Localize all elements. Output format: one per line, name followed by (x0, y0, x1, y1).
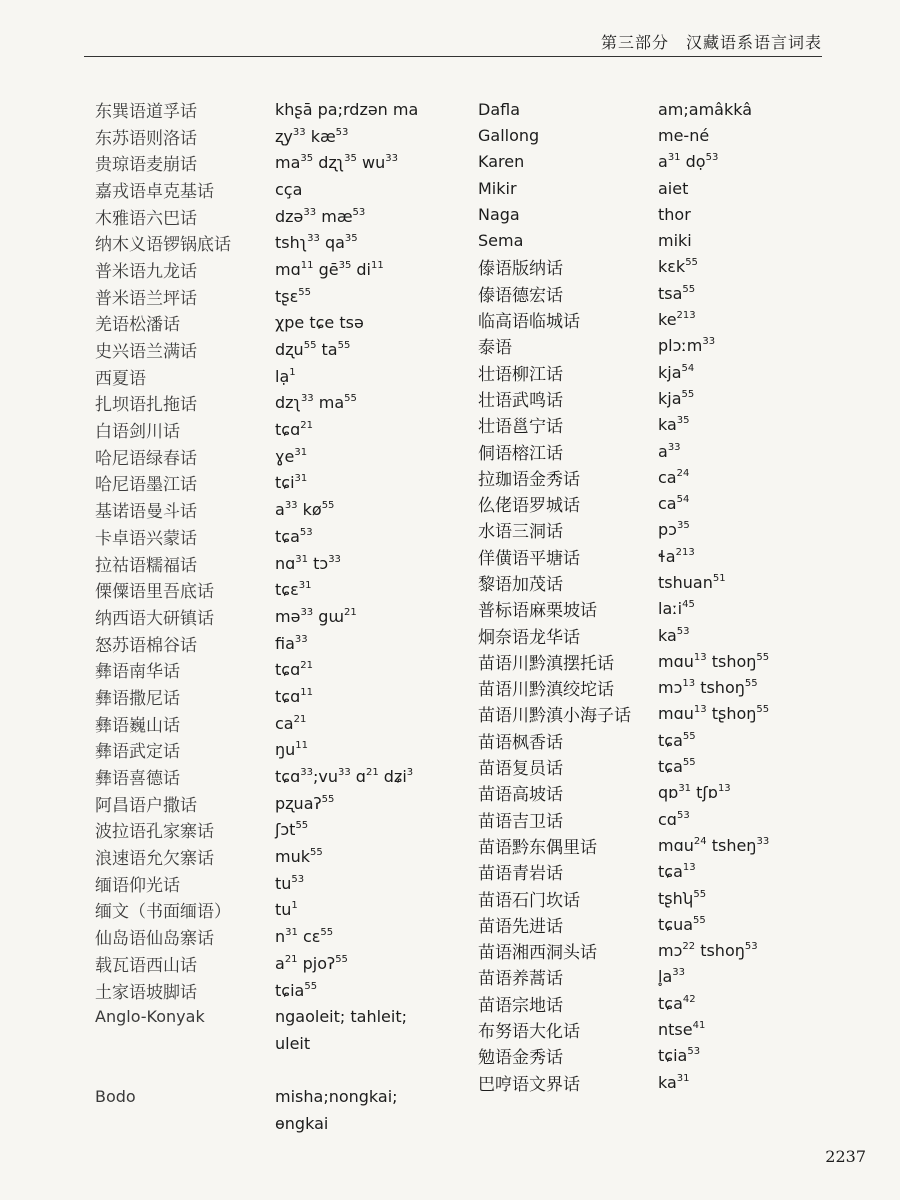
entry-row (95, 96, 485, 123)
word-form: ntse$^{41}$ (658, 1020, 706, 1040)
word-form: me-né (658, 125, 710, 145)
word-form: am;amâkkâ (658, 99, 753, 119)
entry-row (95, 203, 485, 230)
entry-row (478, 280, 888, 306)
word-form: $n^{31}$ cɛ$^{55}$ (275, 927, 334, 947)
entry-row (478, 438, 888, 464)
language-name: 阿昌语户撒话 (95, 795, 197, 816)
entry-row (478, 122, 888, 148)
language-name: 彝语撒尼话 (95, 688, 180, 709)
language-name: 波拉语孔家寨话 (95, 822, 214, 843)
entry-row (478, 569, 888, 595)
language-name: Anglo-Konyak (95, 1007, 205, 1027)
language-name: 彝语巍山话 (95, 715, 180, 736)
language-name: 苗语石门坎话 (478, 890, 580, 911)
entry-row (95, 1083, 485, 1110)
language-name: 嘉戎语卓克基话 (95, 181, 214, 202)
language-name: Mikir (478, 178, 517, 198)
entry-row (478, 1043, 888, 1069)
language-name: Naga (478, 204, 520, 224)
entry-row (478, 596, 888, 622)
language-name: 巴哼语文界话 (478, 1074, 580, 1095)
entry-row (95, 897, 485, 924)
language-name: 傣语德宏话 (478, 285, 563, 306)
entry-row (95, 470, 485, 497)
entry-row (95, 923, 485, 950)
word-form: nɑ$^{31}$ tɔ$^{33}$ (275, 553, 341, 573)
entry-row (95, 1057, 485, 1084)
entry-row (95, 710, 485, 737)
word-form: pɔ$^{35}$ (658, 520, 690, 540)
language-name: 壮语邕宁话 (478, 417, 563, 438)
word-form: lạ$^1$ (275, 366, 296, 386)
word-form: misha;nongkai; (275, 1087, 398, 1107)
entry-row (95, 656, 485, 683)
word-form: plɔːm$^{33}$ (658, 336, 716, 356)
word-form: ɬa$^{213}$ (658, 546, 695, 566)
entry-row (95, 870, 485, 897)
language-name: 普米语九龙话 (95, 261, 197, 282)
entry-row (478, 1016, 888, 1042)
language-name: 普米语兰坪话 (95, 288, 197, 309)
language-name: 普标语麻栗坡话 (478, 601, 597, 622)
word-form: tɕa$^{42}$ (658, 993, 696, 1013)
entry-row (478, 780, 888, 806)
entry-row (478, 990, 888, 1016)
word-form: cɑ$^{53}$ (658, 809, 690, 829)
language-name: 彝语南华话 (95, 662, 180, 683)
language-name: 仙岛语仙岛寨话 (95, 929, 214, 950)
entry-row (95, 550, 485, 577)
language-name: 苗语湘西洞头话 (478, 943, 597, 964)
word-form: $l̥a^{33}$ (658, 967, 685, 987)
language-name: 苗语吉卫话 (478, 811, 563, 832)
entry-row (478, 385, 888, 411)
left-column (95, 96, 485, 1137)
word-form: tɕi$^{31}$ (275, 473, 308, 493)
language-name: 载瓦语西山话 (95, 955, 197, 976)
word-form: mɔ$^{13}$ tshoŋ$^{55}$ (658, 678, 758, 698)
language-name: 布努语大化话 (478, 1022, 580, 1043)
language-name: 缅语仰光话 (95, 875, 180, 896)
word-form: $tu^1$ (275, 900, 298, 920)
word-form: tʂhʮ$^{55}$ (658, 888, 707, 908)
language-name: Gallong (478, 125, 540, 145)
entry-row (478, 175, 888, 201)
language-name: 哈尼语绿春话 (95, 448, 197, 469)
entry-row (95, 737, 485, 764)
entry-row (478, 412, 888, 438)
entry-row (95, 977, 485, 1004)
entry-row (478, 306, 888, 332)
entry-row (95, 576, 485, 603)
language-name: 白语剑川话 (95, 422, 180, 443)
language-name: 佯僙语平塘话 (478, 548, 580, 569)
entry-row (95, 229, 485, 256)
word-form: tɕa$^{53}$ (275, 526, 313, 546)
word-form: tɕia$^{55}$ (275, 980, 318, 1000)
entry-row (478, 938, 888, 964)
language-name: 苗语养蒿话 (478, 969, 563, 990)
language-name: 泰语 (478, 338, 512, 359)
entry-row (95, 950, 485, 977)
entry-row (478, 490, 888, 516)
word-form: tɕɑ$^{21}$ (275, 420, 313, 440)
word-form: aiet (658, 178, 689, 198)
language-name: 勉语金秀话 (478, 1048, 563, 1069)
word-form: tɕɛ$^{31}$ (275, 580, 312, 600)
entry-row (95, 790, 485, 817)
word-form: kja$^{55}$ (658, 388, 695, 408)
language-name: Bodo (95, 1087, 136, 1107)
word-form: tɕa$^{55}$ (658, 730, 696, 750)
entry-row (95, 817, 485, 844)
language-name: 怒苏语棉谷话 (95, 635, 197, 656)
word-form: $ca^{21}$ (275, 713, 307, 733)
entry-row (478, 675, 888, 701)
entry-row (478, 333, 888, 359)
entry-row (95, 283, 485, 310)
language-name: 苗语川黔滇绞坨话 (478, 680, 614, 701)
entry-row (478, 149, 888, 175)
word-form: mə$^{33}$ gɯ$^{21}$ (275, 606, 357, 626)
language-name: 苗语黔东偶里话 (478, 837, 597, 858)
language-name: 彝语武定话 (95, 742, 180, 763)
language-name: 水语三洞话 (478, 522, 563, 543)
entry-row (478, 964, 888, 990)
language-name: 东苏语则洛话 (95, 128, 197, 149)
word-form: ʃɔt$^{55}$ (275, 820, 309, 840)
language-name: 苗语川黔滇摆托话 (478, 653, 614, 674)
language-name: 仫佬语罗城话 (478, 496, 580, 517)
word-form: dzʅ$^{33}$ $ma^{55}$ (275, 393, 357, 413)
language-name: 木雅语六巴话 (95, 208, 197, 229)
word-form: kɛk$^{55}$ (658, 257, 698, 277)
word-form: $ke^{213}$ (658, 310, 696, 330)
language-name: 哈尼语墨江话 (95, 475, 197, 496)
word-form: mɔ$^{22}$ tshoŋ$^{53}$ (658, 941, 758, 961)
word-form: $ca^{24}$ (658, 467, 690, 487)
word-form: cça (275, 179, 303, 199)
word-form: dʐu$^{55}$ $ta^{55}$ (275, 340, 351, 360)
language-name: 纳西语大研镇话 (95, 608, 214, 629)
word-form: $ŋu^{11}$ (275, 740, 309, 760)
word-form: tɕa$^{13}$ (658, 862, 696, 882)
word-form: mɑ$^{11}$ $gē^{35}$ $di^{11}$ (275, 259, 384, 279)
word-form: pʐuaʔ$^{55}$ (275, 793, 335, 813)
word-form: $a^{21}$ pjoʔ$^{55}$ (275, 953, 348, 973)
entry-row (95, 1110, 485, 1137)
language-name: 贵琼语麦崩话 (95, 155, 197, 176)
word-form: $ma^{35}$ dʐʅ$^{35}$ $wu^{33}$ (275, 153, 398, 173)
word-form: $ka^{35}$ (658, 415, 690, 435)
entry-row (95, 683, 485, 710)
entry-row (95, 843, 485, 870)
entry-row (95, 390, 485, 417)
language-name: 浪速语允欠寨话 (95, 849, 214, 870)
language-name: 拉珈语金秀话 (478, 469, 580, 490)
word-form: muk$^{55}$ (275, 847, 323, 867)
entry-row (478, 727, 888, 753)
language-name: 西夏语 (95, 368, 146, 389)
language-name: 纳木义语锣锅底话 (95, 235, 231, 256)
entry-row (478, 464, 888, 490)
entry-row (478, 359, 888, 385)
word-form: $a^{33}$ (658, 441, 681, 461)
entry-row (95, 630, 485, 657)
word-form: miki (658, 231, 692, 251)
entry-row (478, 885, 888, 911)
language-name: 苗语先进话 (478, 916, 563, 937)
word-form: tsa$^{55}$ (658, 283, 696, 303)
entry-row (95, 336, 485, 363)
entry-row (478, 1069, 888, 1095)
language-name: 壮语柳江话 (478, 364, 563, 385)
entry-row (478, 859, 888, 885)
entry-row (478, 517, 888, 543)
word-form: thor (658, 204, 691, 224)
language-name: 土家语坡脚话 (95, 982, 197, 1003)
entry-row (478, 543, 888, 569)
entry-row (478, 701, 888, 727)
word-form: tshuan$^{51}$ (658, 572, 726, 592)
language-name: 壮语武鸣话 (478, 390, 563, 411)
word-form: kja$^{54}$ (658, 362, 695, 382)
language-name: 苗语川黔滇小海子话 (478, 706, 631, 727)
language-name: 炯奈语龙华话 (478, 627, 580, 648)
word-form: tɕɑ$^{11}$ (275, 686, 313, 706)
word-form: uleit (275, 1033, 311, 1053)
word-form: χpe tɕe tsə (275, 313, 364, 333)
entry-row (95, 256, 485, 283)
entry-row (95, 123, 485, 150)
word-form: tɕia$^{53}$ (658, 1046, 701, 1066)
word-form: ɵngkai (275, 1113, 329, 1133)
entry-row (478, 911, 888, 937)
entry-row (478, 227, 888, 253)
word-form: tʂɛ$^{55}$ (275, 286, 311, 306)
language-name: Karen (478, 152, 525, 172)
word-form: ngaoleit; tahleit; (275, 1007, 407, 1027)
language-name: 傣语版纳话 (478, 259, 563, 280)
entry-row (95, 1003, 485, 1030)
entry-row (478, 96, 888, 122)
entry-row (478, 254, 888, 280)
language-name: 苗语宗地话 (478, 995, 563, 1016)
word-form: $ca^{54}$ (658, 494, 690, 514)
word-form: tɕua$^{55}$ (658, 914, 706, 934)
right-column (478, 96, 888, 1095)
word-form: $ka^{53}$ (658, 625, 690, 645)
page-number: 2237 (825, 1147, 866, 1166)
word-form: mɑu$^{13}$ tʂhoŋ$^{55}$ (658, 704, 770, 724)
header-rule (84, 56, 822, 57)
language-name: 羌语松潘话 (95, 315, 180, 336)
language-name: 苗语枫香话 (478, 732, 563, 753)
language-name: 史兴语兰满话 (95, 342, 197, 363)
word-form: tɕa$^{55}$ (658, 757, 696, 777)
language-name: Sema (478, 231, 524, 251)
language-name: 基诺语曼斗话 (95, 502, 197, 523)
entry-row (478, 622, 888, 648)
word-form: laːi$^{45}$ (658, 599, 695, 619)
word-form: khʂā pa;rdzən ma (275, 99, 419, 119)
word-form: $a^{31}$ dọ$^{53}$ (658, 152, 719, 172)
entry-row (95, 1030, 485, 1057)
word-form: mɑu$^{24}$ tsheŋ$^{33}$ (658, 835, 770, 855)
entry-row (95, 496, 485, 523)
entry-row (478, 648, 888, 674)
word-form: qɒ$^{31}$ tʃɒ$^{13}$ (658, 783, 731, 803)
entry-row (95, 603, 485, 630)
entry-row (95, 149, 485, 176)
word-form: dzə$^{33}$ $mæ^{53}$ (275, 206, 366, 226)
language-name: 苗语复员话 (478, 759, 563, 780)
entry-row (478, 832, 888, 858)
language-name: 卡卓语兴蒙话 (95, 528, 197, 549)
language-name: Dafla (478, 99, 521, 119)
word-form: tshʅ$^{33}$ $qa^{35}$ (275, 233, 358, 253)
word-form: $tɕɑ^{33};vu^{33}$ ɑ$^{21}$ dʑi$^3$ (275, 767, 414, 787)
language-name: 傈僳语里吾底话 (95, 582, 214, 603)
language-name: 黎语加茂话 (478, 574, 563, 595)
entry-row (95, 523, 485, 550)
language-name: 彝语喜德话 (95, 769, 180, 790)
word-form: mɑu$^{13}$ tshoŋ$^{55}$ (658, 651, 770, 671)
language-name: 拉祜语糯福话 (95, 555, 197, 576)
language-name: 临高语临城话 (478, 312, 580, 333)
entry-row (95, 363, 485, 390)
entry-row (478, 753, 888, 779)
word-form: ɣe$^{31}$ (275, 446, 308, 466)
word-form: $ka^{31}$ (658, 1072, 690, 1092)
language-name: 苗语青岩话 (478, 864, 563, 885)
entry-row (95, 416, 485, 443)
language-name: 苗语高坡话 (478, 785, 563, 806)
running-header: 第三部分 汉藏语系语言词表 (600, 33, 822, 52)
entry-row (95, 763, 485, 790)
language-name: 侗语榕江话 (478, 443, 563, 464)
entry-row (95, 176, 485, 203)
entry-row (478, 201, 888, 227)
entry-row (478, 806, 888, 832)
language-name: 扎坝语扎拖话 (95, 395, 197, 416)
language-name: 东巽语道孚话 (95, 101, 197, 122)
word-form: $a^{33}$ $kø^{55}$ (275, 500, 335, 520)
language-name: 缅文（书面缅语） (95, 902, 231, 923)
entry-row (95, 443, 485, 470)
word-form: $tu^{53}$ (275, 873, 305, 893)
entry-row (95, 310, 485, 337)
word-form: fia$^{33}$ (275, 633, 308, 653)
word-form: tɕɑ$^{21}$ (275, 660, 313, 680)
word-form: ʐy$^{33}$ $kæ^{53}$ (275, 126, 349, 146)
